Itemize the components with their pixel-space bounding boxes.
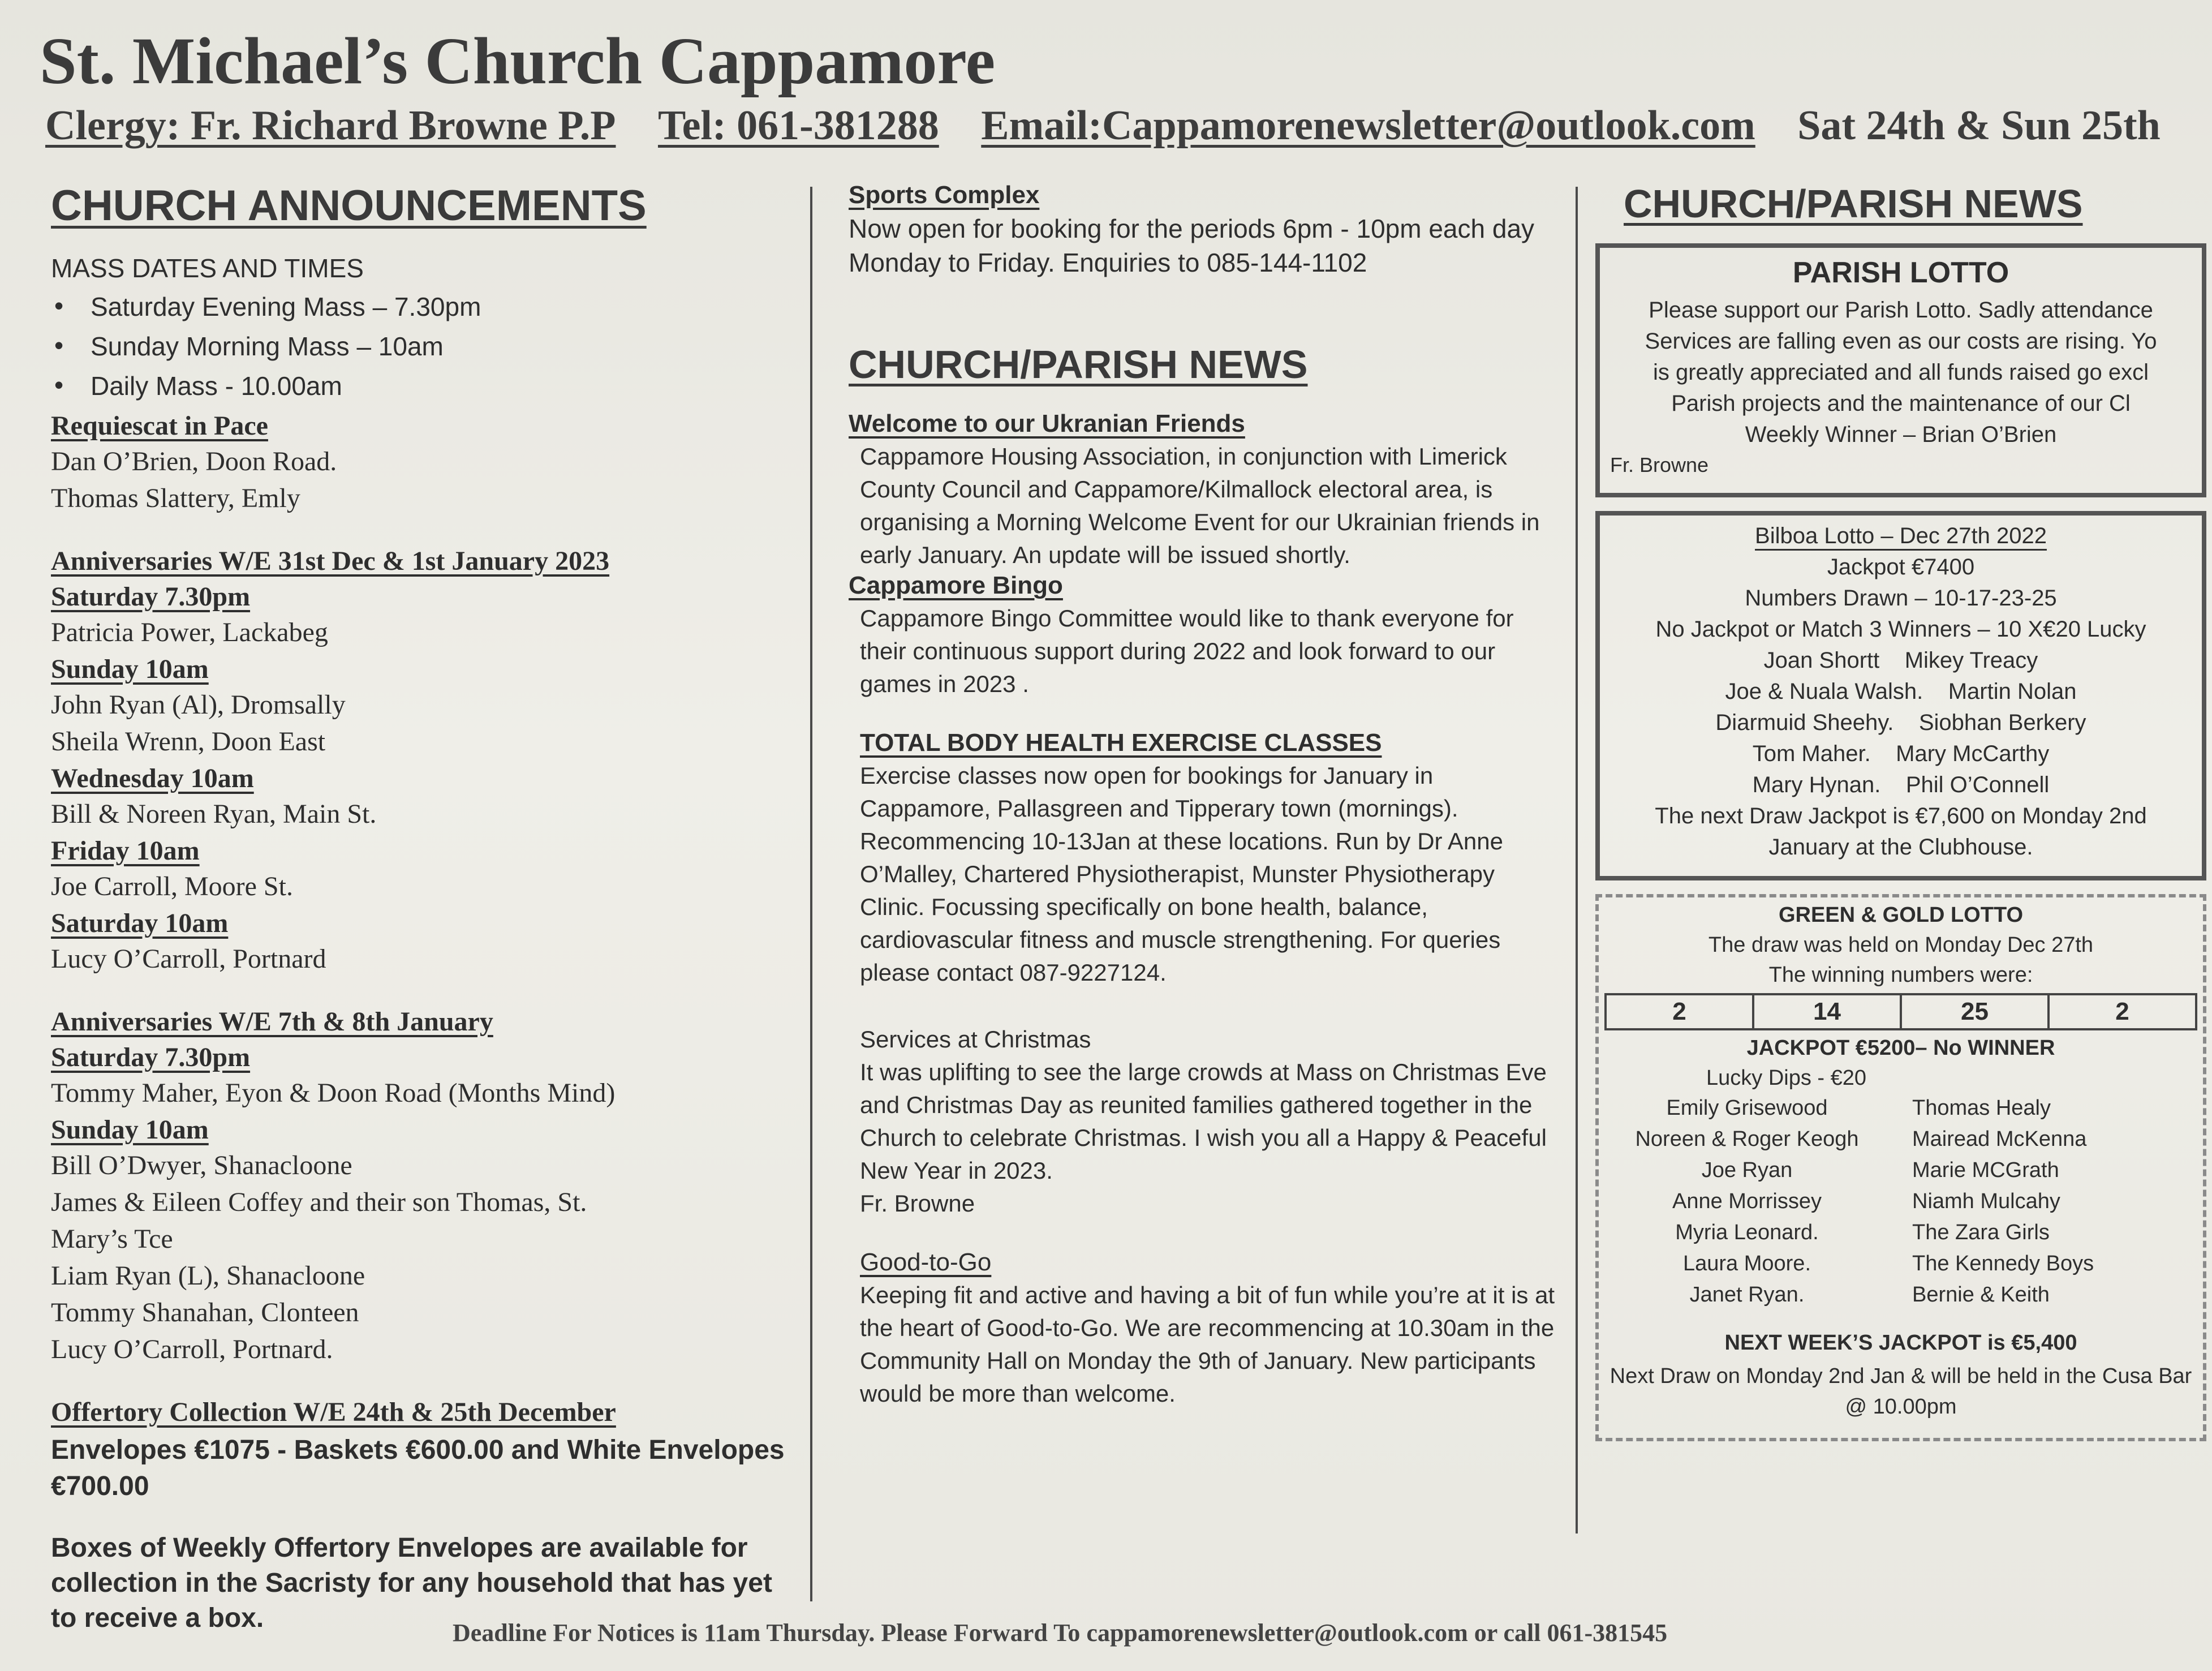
- parish-lotto-line: is greatly appreciated and all funds raised go excl: [1652, 360, 2149, 385]
- anniversary-name: Bill O’Dwyer, Shanacloone: [51, 1150, 352, 1180]
- envelope-boxes-text: Boxes of Weekly Offertory Envelopes are available for collection in the Sacristy for any household that has yet to receive a box.: [51, 1533, 772, 1633]
- anniversary-day: Sunday 10am: [51, 654, 209, 684]
- winning-numbers-row: [1604, 993, 2197, 1030]
- winning-number: 25: [1902, 995, 2050, 1028]
- christmas-services-heading: Services at Christmas: [860, 1026, 1091, 1053]
- lucky-dip-winner: Thomas Healy: [1912, 1096, 2051, 1120]
- lucky-dip-winner: Niamh Mulcahy: [1912, 1189, 2060, 1213]
- lucky-dip-winner: Joe Ryan: [1701, 1158, 1793, 1182]
- ukrainian-welcome-text: Cappamore Housing Association, in conjunction with Limerick County Council and Cappamore/Kilmallock electoral area, is organising a Morning Welcome Event for our Ukrainian friends in early January. An update will be issued shortly.: [860, 443, 1540, 568]
- lucky-dip-winner: Emily Grisewood: [1666, 1096, 1828, 1120]
- lucky-dip-winner: Marie MCGrath: [1912, 1158, 2059, 1182]
- lucky-dip-winner: Noreen & Roger Keogh: [1635, 1127, 1859, 1151]
- anniversary-name: Patricia Power, Lackabeg: [51, 617, 328, 647]
- bilboa-winner-names: Joan Shortt Mikey Treacy: [1763, 648, 2038, 673]
- bilboa-winner-names: Mary Hynan. Phil O’Connell: [1752, 772, 2050, 797]
- anniversary-name: Bill & Noreen Ryan, Main St.: [51, 799, 377, 829]
- parish-news-heading: CHURCH/PARISH NEWS: [849, 342, 1308, 386]
- right-column: [1595, 181, 2206, 1441]
- anniversary-name: John Ryan (Al), Dromsally: [51, 690, 346, 720]
- next-week-jackpot: NEXT WEEK’S JACKPOT is €5,400: [1724, 1331, 2077, 1355]
- winning-number: 2: [1607, 995, 1754, 1028]
- lucky-dip-winner: The Zara Girls: [1912, 1221, 2050, 1244]
- anniversary-day: Saturday 7.30pm: [51, 582, 251, 612]
- bilboa-winner-names: Joe & Nuala Walsh. Martin Nolan: [1725, 679, 2077, 704]
- sports-complex-text: Now open for booking for the periods 6pm - 10pm each day Monday to Friday. Enquiries to 085-144-1102: [849, 214, 1535, 277]
- lucky-dip-winner: The Kennedy Boys: [1912, 1252, 2094, 1275]
- bilboa-jackpot: Jackpot €7400: [1827, 555, 1975, 579]
- mass-item: • Sunday Morning Mass – 10am: [51, 331, 786, 362]
- mass-item: • Saturday Evening Mass – 7.30pm: [51, 291, 786, 322]
- lucky-dip-winner: Myria Leonard.: [1675, 1221, 1819, 1244]
- parish-lotto-line: Parish projects and the maintenance of our Cl: [1671, 391, 2131, 416]
- anniversary-name: Lucy O’Carroll, Portnard.: [51, 1334, 333, 1364]
- right-parish-news-heading: CHURCH/PARISH NEWS: [1624, 182, 2083, 226]
- parish-lotto-box: [1595, 243, 2206, 497]
- parish-lotto-winner: Weekly Winner – Brian O’Brien: [1745, 422, 2057, 447]
- column-divider-right: [1576, 187, 1578, 1533]
- lucky-dip-winner: Anne Morrissey: [1672, 1189, 1822, 1213]
- left-column: [51, 181, 786, 1636]
- bilboa-winners-line: No Jackpot or Match 3 Winners – 10 X€20 Lucky: [1655, 617, 2146, 642]
- winning-number: 2: [2115, 998, 2129, 1025]
- lucky-dip-winners: [1604, 1096, 2197, 1314]
- anniversary-day: Saturday 7.30pm: [51, 1042, 251, 1072]
- green-gold-lotto-box: [1595, 894, 2206, 1441]
- requiescat-name: Thomas Slattery, Emly: [51, 483, 300, 513]
- parish-lotto-line: Please support our Parish Lotto. Sadly attendance: [1649, 298, 2153, 323]
- green-gold-numbers-label: The winning numbers were:: [1768, 963, 2033, 987]
- good-to-go-heading: Good-to-Go: [860, 1248, 992, 1276]
- masthead-info: [45, 102, 2206, 150]
- bilboa-winner-names: Tom Maher. Mary McCarthy: [1752, 741, 2050, 766]
- anniversary-name: Joe Carroll, Moore St.: [51, 871, 293, 901]
- anniversary-name: Tommy Shanahan, Clonteen: [51, 1298, 359, 1328]
- requiescat-heading: Requiescat in Pace: [51, 411, 268, 441]
- winning-number: 14: [1754, 995, 1902, 1028]
- anniversary-name: James & Eileen Coffey and their son Thomas, St.: [51, 1187, 587, 1217]
- green-gold-jackpot: JACKPOT €5200– No WINNER: [1746, 1036, 2055, 1060]
- lucky-dip-winner: Janet Ryan.: [1689, 1283, 1805, 1307]
- newsletter-title: St. Michael’s Church Cappamore: [40, 24, 996, 98]
- anniversary-name: Lucy O’Carroll, Portnard: [51, 944, 326, 974]
- anniversary-name: Tommy Maher, Eyon & Doon Road (Months Mind): [51, 1078, 616, 1108]
- notices-deadline-footer: Deadline For Notices is 11am Thursday. Please Forward To cappamorenewsletter@outlook.com or call 061-381545: [453, 1619, 1668, 1647]
- sports-complex-heading: Sports Complex: [849, 181, 1040, 209]
- bingo-heading: Cappamore Bingo: [849, 572, 1063, 599]
- lucky-dip-winner: Bernie & Keith: [1912, 1283, 2050, 1307]
- christmas-services-text: It was uplifting to see the large crowds at Mass on Christmas Eve and Christmas Day as reunited families gathered together in the Church to celebrate Christmas. I wish you all a Happy & Peaceful New Year in 2023.: [860, 1059, 1547, 1184]
- bilboa-winner-names: Diarmuid Sheehy. Siobhan Berkery: [1715, 710, 2086, 735]
- anniversary-day: Friday 10am: [51, 836, 200, 866]
- parish-lotto-title: PARISH LOTTO: [1792, 256, 2009, 289]
- next-draw-info: Next Draw on Monday 2nd Jan & will be held in the Cusa Bar @ 10.00pm: [1609, 1364, 2192, 1419]
- bilboa-next-draw-location: January at the Clubhouse.: [1768, 835, 2033, 860]
- anniversary-name: Liam Ryan (L), Shanacloone: [51, 1261, 365, 1291]
- anniversary-day: Wednesday 10am: [51, 763, 254, 793]
- bilboa-numbers: Numbers Drawn – 10-17-23-25: [1745, 586, 2057, 611]
- bilboa-lotto-title: Bilboa Lotto – Dec 27th 2022: [1755, 523, 2047, 548]
- anniversaries-heading-1: Anniversaries W/E 31st Dec & 1st January 2023: [51, 546, 610, 576]
- christmas-signature: Fr. Browne: [860, 1190, 975, 1217]
- ukrainian-welcome-heading: Welcome to our Ukranian Friends: [849, 410, 1245, 437]
- good-to-go-text: Keeping fit and active and having a bit of fun while you’re at it is at the heart of Good-to-Go. We are recommencing at 10.30am in the Community Hall on Monday the 9th of January. New participants would be more than welcome.: [860, 1282, 1555, 1407]
- middle-column: [849, 181, 1556, 1410]
- parish-lotto-signature: Fr. Browne: [1610, 453, 1709, 476]
- offertory-heading: Offertory Collection W/E 24th & 25th December: [51, 1397, 616, 1427]
- announcements-heading: CHURCH ANNOUNCEMENTS: [51, 182, 647, 230]
- lucky-dip-winner: Mairead McKenna: [1912, 1127, 2087, 1151]
- parish-lotto-line: Services are falling even as our costs are rising. Yo: [1645, 329, 2157, 354]
- telephone: Tel: 061-381288: [658, 102, 939, 149]
- anniversary-day: Sunday 10am: [51, 1115, 209, 1145]
- issue-dates: Sat 24th & Sun 25th: [1797, 102, 2161, 149]
- requiescat-name: Dan O’Brien, Doon Road.: [51, 446, 337, 476]
- anniversary-name: Sheila Wrenn, Doon East: [51, 727, 326, 757]
- exercise-classes-text: Exercise classes now open for bookings for January in Cappamore, Pallasgreen and Tipperary town (mornings). Recommencing 10-13Jan at these locations. Run by Dr Anne O’Malley, Chartered Physiotherapist, Munster Physiotherapy Clinic. Focussing specifically on bone health, balance, cardiovascular fitness and muscle strengthening. For queries please contact 087-9227124.: [860, 762, 1503, 986]
- bingo-text: Cappamore Bingo Committee would like to thank everyone for their continuous support during 2022 and look forward to our games in 2023 .: [860, 605, 1514, 697]
- exercise-classes-heading: TOTAL BODY HEALTH EXERCISE CLASSES: [860, 729, 1382, 757]
- mass-times-heading: MASS DATES AND TIMES: [51, 254, 364, 283]
- clergy-name: Clergy: Fr. Richard Browne P.P: [45, 102, 616, 149]
- green-gold-draw-date: The draw was held on Monday Dec 27th: [1708, 933, 2094, 957]
- column-divider-left: [810, 187, 812, 1601]
- email-address: Email:Cappamorenewsletter@outlook.com: [981, 102, 1755, 149]
- bilboa-lotto-box: [1595, 511, 2206, 880]
- lucky-dip-winner: Laura Moore.: [1682, 1252, 1811, 1275]
- bilboa-next-draw: The next Draw Jackpot is €7,600 on Monday 2nd: [1655, 804, 2147, 828]
- anniversary-name: Mary’s Tce: [51, 1224, 173, 1254]
- anniversaries-heading-2: Anniversaries W/E 7th & 8th January: [51, 1007, 493, 1037]
- offertory-text: Envelopes €1075 - Baskets €600.00 and White Envelopes €700.00: [51, 1435, 785, 1501]
- green-gold-title: GREEN & GOLD LOTTO: [1778, 903, 2024, 927]
- lucky-dips-label: Lucky Dips - €20: [1706, 1066, 1867, 1090]
- anniversary-day: Saturday 10am: [51, 908, 229, 938]
- mass-item: • Daily Mass - 10.00am: [51, 371, 786, 401]
